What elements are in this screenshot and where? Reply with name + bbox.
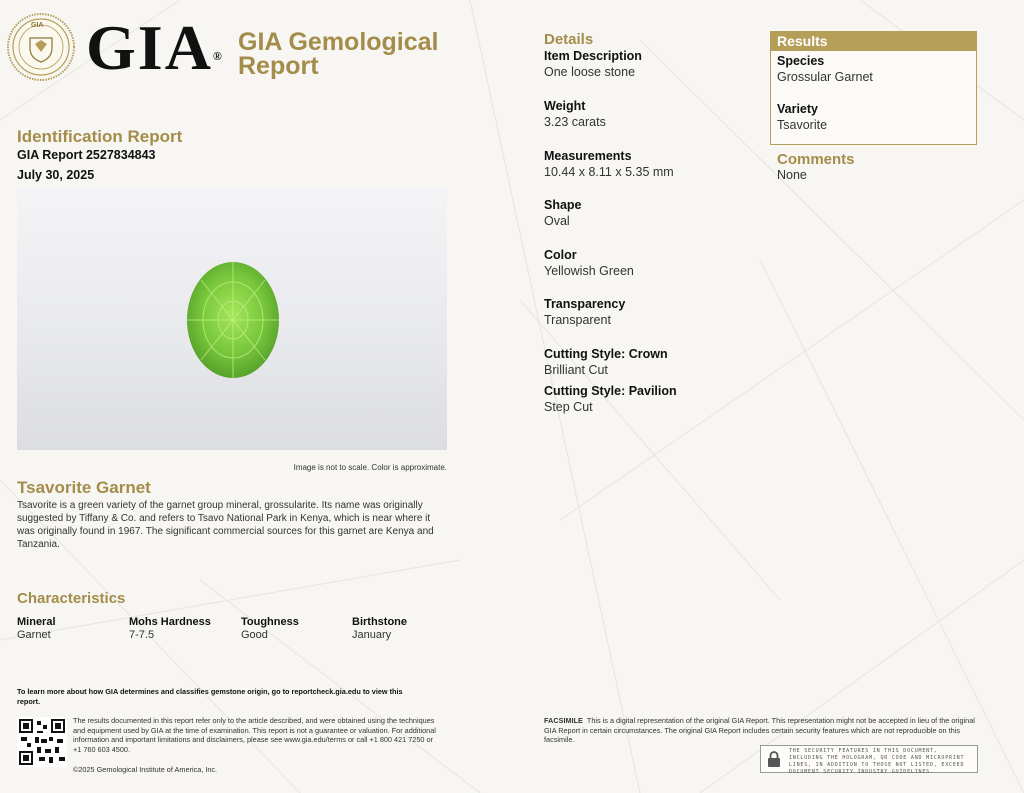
- result-label: Species: [777, 54, 825, 68]
- detail-value: Transparent: [544, 313, 611, 327]
- detail-value: 3.23 carats: [544, 115, 606, 129]
- char-value: January: [352, 629, 392, 641]
- result-value: Grossular Garnet: [777, 70, 873, 84]
- stone-image-panel: [17, 188, 447, 450]
- results-title: Results: [771, 32, 976, 51]
- detail-value: Oval: [544, 214, 570, 228]
- comments-value: None: [777, 168, 807, 182]
- report-number: GIA Report 2527834843: [17, 148, 156, 162]
- detail-cutting-pavilion: [544, 384, 677, 414]
- char-hardness: [129, 616, 211, 641]
- detail-label: Shape: [544, 198, 582, 212]
- detail-value: One loose stone: [544, 65, 636, 79]
- detail-transparency: [544, 297, 625, 327]
- detail-value: Brilliant Cut: [544, 363, 608, 377]
- detail-label: Color: [544, 248, 577, 262]
- stone-description: Tsavorite is a green variety of the garnet group mineral, grossularite. Its name was originally suggested by Tiffany & Co. and refers to Tsavo National Park in Kenya, which is near where it was originally found in 1967. The significant commercial sources for this garnet are Kenya and Tanzania.: [17, 500, 434, 550]
- image-caption: Image is not to scale. Color is approximate.: [293, 463, 447, 472]
- char-label: Toughness: [241, 616, 299, 628]
- char-value: Garnet: [17, 629, 51, 641]
- seal-text: GIA: [31, 22, 44, 29]
- char-value: Good: [241, 629, 268, 641]
- result-label: Variety: [777, 102, 819, 116]
- char-label: Mineral: [17, 616, 56, 628]
- char-label: Mohs Hardness: [129, 616, 211, 628]
- detail-value: Step Cut: [544, 400, 593, 414]
- report-date: July 30, 2025: [17, 168, 95, 182]
- char-toughness: [241, 616, 299, 641]
- details-title: Details: [544, 31, 594, 48]
- detail-shape: [544, 198, 582, 228]
- char-birthstone: [352, 616, 407, 641]
- report-title: Identification Report: [17, 127, 183, 146]
- registered-mark: ®: [212, 49, 224, 63]
- detail-cutting-crown: [544, 347, 668, 377]
- gia-logo-text: GIA: [86, 12, 213, 83]
- result-value: Tsavorite: [777, 118, 828, 132]
- detail-label: Item Description: [544, 49, 642, 63]
- gia-logo: [86, 14, 224, 82]
- detail-value: Yellowish Green: [544, 264, 634, 278]
- characteristics-title: Characteristics: [17, 590, 126, 607]
- detail-color: [544, 248, 634, 278]
- facsimile-text: This is a digital representation of the original GIA Report. This representation might not be accepted in lieu of the original GIA Report in certain circumstances. The original GIA Report includes certain security features which are not reproducible on this facsimile.: [544, 716, 975, 744]
- facsimile-label: FACSIMILE: [544, 716, 583, 725]
- results-box: [770, 31, 977, 145]
- detail-label: Cutting Style: Pavilion: [544, 384, 677, 398]
- report-brand-line1: GIA Gemological: [238, 28, 439, 56]
- learn-more-text: To learn more about how GIA determines and classifies gemstone origin, go to reportcheck.gia.edu to view this report.: [17, 687, 403, 706]
- detail-item-description: [544, 49, 642, 79]
- detail-label: Cutting Style: Crown: [544, 347, 668, 361]
- detail-label: Weight: [544, 99, 586, 113]
- report-brand-title: [238, 30, 439, 78]
- facsimile-note: [544, 716, 978, 745]
- detail-weight: [544, 99, 606, 129]
- disclaimer-text: The results documented in this report refer only to the article described, and were obtained using the techniques and equipment used by GIA at the time of examination. This report is not a guarantee or valuation. For additional information and important limitations and disclaimers, please see www.gia.edu/terms or call +1 800 421 7250 or +1 760 603 4500.: [73, 716, 436, 754]
- comments-title: Comments: [777, 151, 855, 168]
- copyright-text: ©2025 Gemological Institute of America, Inc.: [73, 765, 218, 774]
- security-features-box: [760, 745, 978, 773]
- char-label: Birthstone: [352, 616, 407, 628]
- security-text: THE SECURITY FEATURES IN THIS DOCUMENT, INCLUDING THE HOLOGRAM, QR CODE AND MICROPRINT LINES, IN ADDITION TO THOSE NOT LISTED, EXCEED DOCUMENT SECURITY INDUSTRY GUIDELINES.: [789, 748, 965, 775]
- detail-measurements: [544, 149, 674, 179]
- report-brand-line2: Report: [238, 52, 319, 80]
- char-mineral: [17, 616, 56, 641]
- stone-name: Tsavorite Garnet: [17, 478, 151, 497]
- gemstone-image: [17, 188, 447, 450]
- qr-code-icon[interactable]: [17, 717, 67, 767]
- detail-label: Measurements: [544, 149, 632, 163]
- lock-icon: [767, 751, 781, 767]
- detail-label: Transparency: [544, 297, 626, 311]
- char-value: 7-7.5: [129, 629, 155, 641]
- detail-value: 10.44 x 8.11 x 5.35 mm: [544, 165, 674, 179]
